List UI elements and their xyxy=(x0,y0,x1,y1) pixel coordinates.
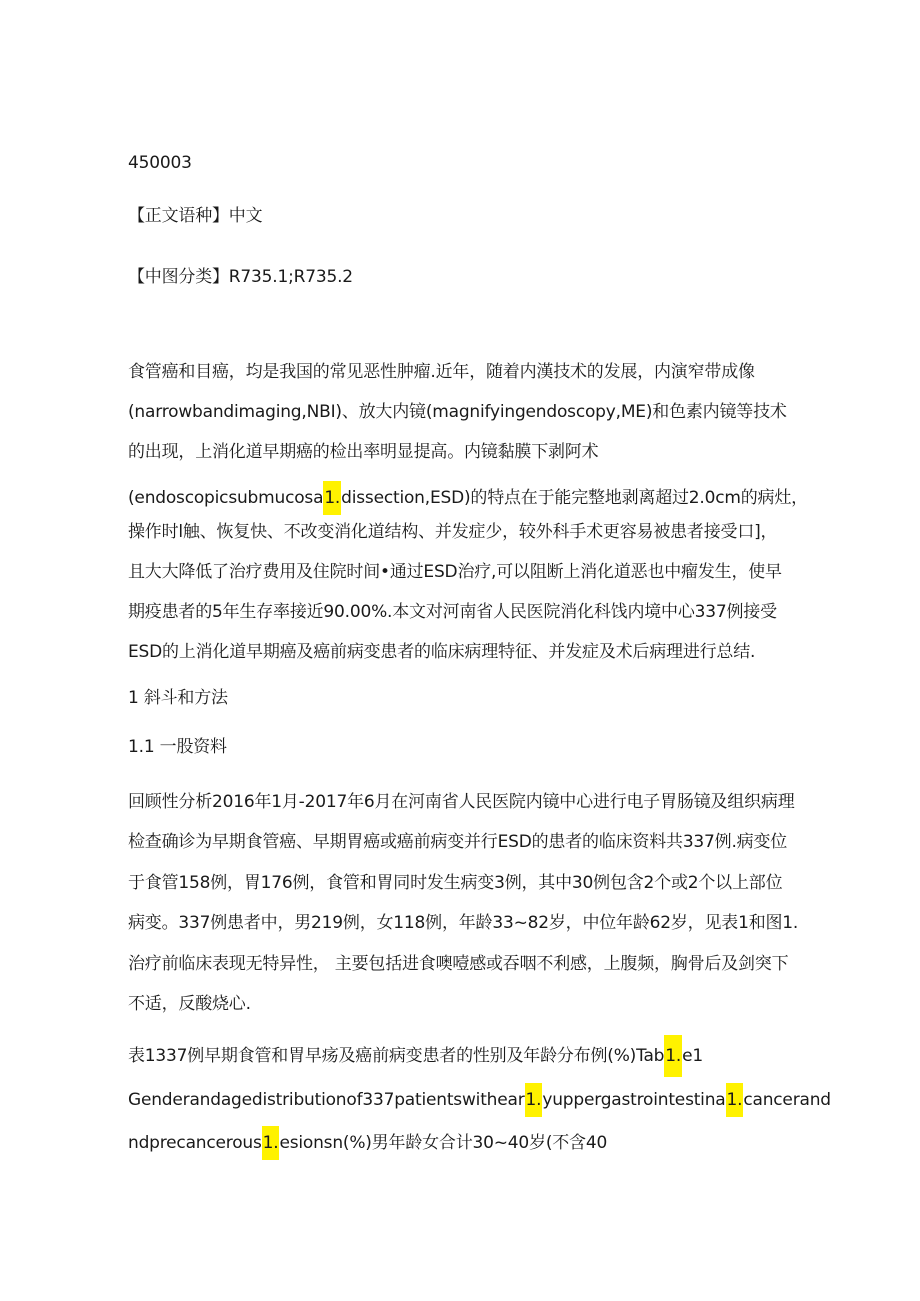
body-line-3: 于食管158例，胃176例，食管和胃同时发生病变3例，其中30例包含2个或2个以上部位 xyxy=(128,873,783,893)
highlight-mark: 1. xyxy=(323,481,341,515)
table-caption-text-a: Genderandagedistributionof337patientswithear xyxy=(128,1090,525,1110)
postal-code: 450003 xyxy=(128,153,192,173)
intro-line-2: (narrowbandimaging,NBI)、放大内镜(magnifyingendoscopy,ME)和色素内镜等技术 xyxy=(128,402,787,422)
body-line-1: 回顾性分析2016年1月-2017年6月在河南省人民医院内镜中心进行电子胃肠镜及组织病理 xyxy=(128,792,795,812)
table-caption-text-b: esionsn(%)男年龄女合计30~40岁(不含40 xyxy=(279,1133,608,1153)
language-label: 【正文语种】中文 xyxy=(128,206,263,226)
intro-line-4-text-a: (endoscopicsubmucosa xyxy=(128,488,324,508)
intro-line-5: 操作时l触、恢复快、不改变消化道结构、并发症少，较外科手术更容易被患者接受口]， xyxy=(128,522,778,542)
body-line-5: 治疗前临床表现无特异性， 主要包括进食噢噎感或吞咽不利感，上腹频，胸骨后及剑突下 xyxy=(128,954,789,974)
highlight-mark: 1. xyxy=(664,1035,682,1077)
intro-line-4 xyxy=(128,481,808,515)
intro-line-1: 食管癌和目癌，均是我国的常见恶性肿瘤.近年，随着内漢技术的发展，内演窄带成像 xyxy=(128,362,755,382)
table-caption-text-b: e1 xyxy=(682,1046,703,1066)
table-caption-text-b: yuppergastrointestina xyxy=(542,1090,726,1110)
table-caption-line-1 xyxy=(128,1035,703,1077)
intro-line-7: 期疫患者的5年生存率接近90.00%.本文对河南省人民医院消化科饯内境中心337例接受 xyxy=(128,602,777,622)
intro-line-8: ESD的上消化道早期癌及癌前病变患者的临床病理特征、并发症及术后病理进行总结. xyxy=(128,642,756,662)
section-heading-1: 1 斜斗和方法 xyxy=(128,688,228,708)
table-caption-text-a: 表1337例早期食管和胃早疡及癌前病变患者的性别及年龄分布例(%)Tab xyxy=(128,1046,665,1066)
intro-line-4-text-b: dissection,ESD)的特点在于能完整地剥离超过2.0cm的病灶， xyxy=(341,488,808,508)
clc-label: 【中图分类】R735.1;R735.2 xyxy=(128,267,353,287)
intro-line-3: 的出现，上消化道早期癌的检出率明显提高。内镜黏膜下剥阿术 xyxy=(128,442,599,462)
body-line-4: 病变。337例患者中，男219例，女118例，年龄33~82岁，中位年龄62岁，见表1和图1. xyxy=(128,913,799,933)
table-caption-text-c: cancerand xyxy=(743,1090,831,1110)
section-heading-1-1: 1.1 一股资料 xyxy=(128,737,227,757)
highlight-mark: 1. xyxy=(262,1126,280,1160)
body-line-2: 检查确诊为早期食管癌、早期胃癌或癌前病变并行ESD的患者的临床资料共337例.病变位 xyxy=(128,832,788,852)
highlight-mark: 1. xyxy=(726,1083,744,1117)
intro-line-6: 且大大降低了治疗费用及住院时间•通过ESD治疗,可以阻断上消化道恶也中瘤发生，使早 xyxy=(128,562,782,582)
table-caption-line-2 xyxy=(128,1083,831,1117)
table-caption-line-3 xyxy=(128,1126,607,1160)
table-caption-text-a: ndprecancerous xyxy=(128,1133,262,1153)
highlight-mark: 1. xyxy=(525,1083,543,1117)
body-line-6: 不适，反酸烧心. xyxy=(128,994,251,1014)
